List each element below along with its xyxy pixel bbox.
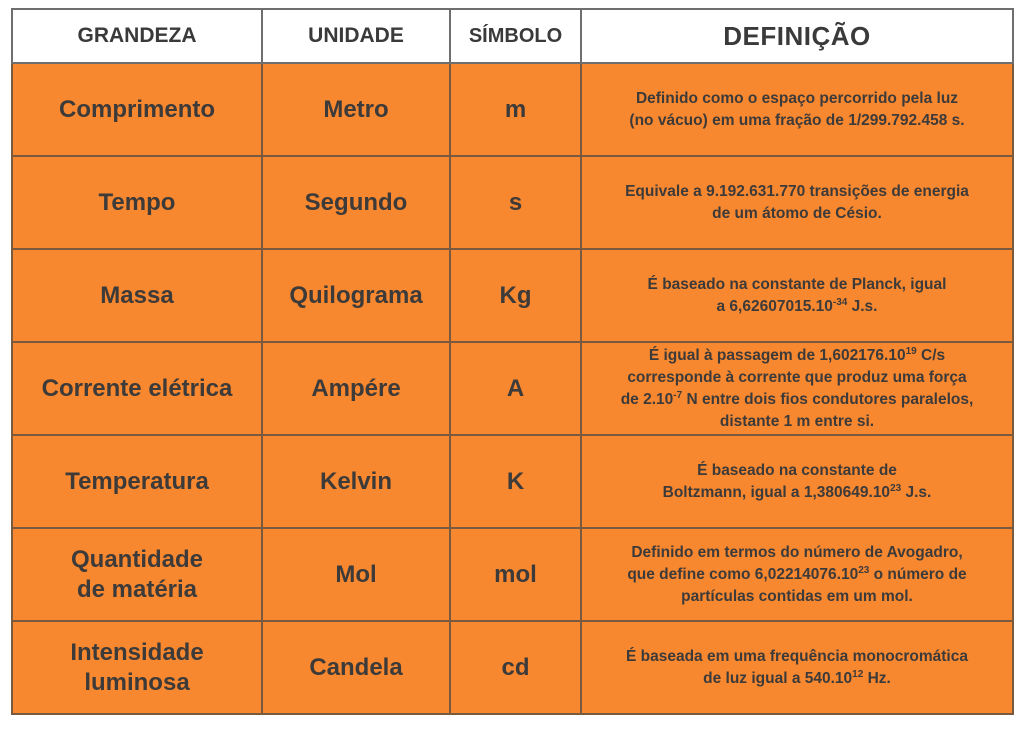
definicao-text-after: J.s. xyxy=(901,483,932,501)
definicao-line xyxy=(588,586,1006,608)
grandeza-line: Tempo xyxy=(98,188,176,216)
definicao-line xyxy=(588,181,1006,203)
header-definicao: DEFINIÇÃO xyxy=(581,9,1013,63)
definicao-line xyxy=(588,88,1006,110)
definicao-line xyxy=(588,482,1006,504)
table-row xyxy=(12,528,1013,621)
table-row xyxy=(12,249,1013,342)
cell-unidade: Segundo xyxy=(262,156,450,249)
definicao-line xyxy=(588,668,1006,690)
grandeza-line: Corrente elétrica xyxy=(41,374,233,402)
header-row xyxy=(12,9,1013,63)
cell-grandeza xyxy=(12,342,262,435)
exponent: 12 xyxy=(852,668,864,680)
cell-simbolo: A xyxy=(450,342,581,435)
definicao-text-after: C/s xyxy=(916,346,946,364)
cell-definicao xyxy=(581,342,1013,435)
si-units-table xyxy=(11,8,1014,715)
definicao-line xyxy=(588,460,1006,482)
definicao-text: que define como 6,02214076.10 xyxy=(627,565,859,583)
cell-simbolo: mol xyxy=(450,528,581,621)
definicao-text: partículas contidas em um mol. xyxy=(681,587,913,605)
grandeza-line: Temperatura xyxy=(65,467,209,495)
definicao-text: Equivale a 9.192.631.770 transições de energia xyxy=(625,182,969,200)
definicao-text: de luz igual a 540.10 xyxy=(703,669,853,687)
cell-unidade: Metro xyxy=(262,63,450,156)
cell-simbolo: K xyxy=(450,435,581,528)
definicao-line xyxy=(588,389,1006,411)
table-row xyxy=(12,342,1013,435)
definicao-text-after: N entre dois fios condutores paralelos, xyxy=(682,390,974,408)
definicao-text: É baseado na constante de xyxy=(697,461,897,479)
definicao-text-after: J.s. xyxy=(847,297,878,315)
definicao-text: (no vácuo) em uma fração de 1/299.792.458 s. xyxy=(629,111,965,129)
cell-definicao xyxy=(581,528,1013,621)
cell-definicao xyxy=(581,156,1013,249)
exponent: 19 xyxy=(905,345,917,357)
definicao-text: É baseada em uma frequência monocromática xyxy=(626,647,968,665)
definicao-text: corresponde à corrente que produz uma força xyxy=(627,368,967,386)
grandeza-line: Massa xyxy=(100,281,174,309)
cell-grandeza xyxy=(12,63,262,156)
grandeza-line: de matéria xyxy=(76,575,198,603)
grandeza-line: Comprimento xyxy=(59,95,215,123)
definicao-text-after: o número de xyxy=(869,565,967,583)
cell-simbolo: cd xyxy=(450,621,581,714)
definicao-text: distante 1 m entre si. xyxy=(719,412,875,430)
cell-grandeza xyxy=(12,249,262,342)
definicao-line xyxy=(588,203,1006,225)
cell-grandeza xyxy=(12,435,262,528)
definicao-text: de 2.10 xyxy=(620,390,674,408)
grandeza-line: Intensidade xyxy=(70,638,204,666)
table-row xyxy=(12,156,1013,249)
table-body xyxy=(12,63,1013,714)
header-simbolo: SÍMBOLO xyxy=(450,9,581,63)
exponent: 23 xyxy=(890,482,902,494)
cell-simbolo: Kg xyxy=(450,249,581,342)
definicao-line xyxy=(588,411,1006,433)
definicao-text-after: Hz. xyxy=(863,669,891,687)
grandeza-line: Quantidade xyxy=(70,545,203,573)
definicao-text: É baseado na constante de Planck, igual xyxy=(647,275,947,293)
cell-definicao xyxy=(581,63,1013,156)
header-unidade: UNIDADE xyxy=(262,9,450,63)
cell-simbolo: s xyxy=(450,156,581,249)
definicao-line xyxy=(588,110,1006,132)
exponent: -34 xyxy=(832,296,848,308)
definicao-line xyxy=(588,542,1006,564)
cell-definicao xyxy=(581,249,1013,342)
definicao-line xyxy=(588,564,1006,586)
table-row xyxy=(12,621,1013,714)
table-row xyxy=(12,435,1013,528)
definicao-text: É igual à passagem de 1,602176.10 xyxy=(648,346,906,364)
exponent: -7 xyxy=(673,389,683,401)
cell-definicao xyxy=(581,621,1013,714)
definicao-line xyxy=(588,646,1006,668)
definicao-text: Definido como o espaço percorrido pela luz xyxy=(635,89,959,107)
definicao-text: de um átomo de Césio. xyxy=(712,204,882,222)
definicao-line xyxy=(588,345,1006,367)
cell-unidade: Candela xyxy=(262,621,450,714)
cell-unidade: Quilograma xyxy=(262,249,450,342)
header-grandeza: GRANDEZA xyxy=(12,9,262,63)
cell-simbolo: m xyxy=(450,63,581,156)
definicao-line xyxy=(588,367,1006,389)
table-row xyxy=(12,63,1013,156)
definicao-line xyxy=(588,296,1006,318)
cell-grandeza xyxy=(12,156,262,249)
exponent: 23 xyxy=(858,564,870,576)
cell-grandeza xyxy=(12,528,262,621)
cell-unidade: Mol xyxy=(262,528,450,621)
grandeza-line: luminosa xyxy=(84,668,190,696)
cell-definicao xyxy=(581,435,1013,528)
cell-grandeza xyxy=(12,621,262,714)
cell-unidade: Ampére xyxy=(262,342,450,435)
definicao-text: a 6,62607015.10 xyxy=(716,297,833,315)
cell-unidade: Kelvin xyxy=(262,435,450,528)
definicao-line xyxy=(588,274,1006,296)
definicao-text: Boltzmann, igual a 1,380649.10 xyxy=(662,483,891,501)
definicao-text: Definido em termos do número de Avogadro, xyxy=(631,543,963,561)
